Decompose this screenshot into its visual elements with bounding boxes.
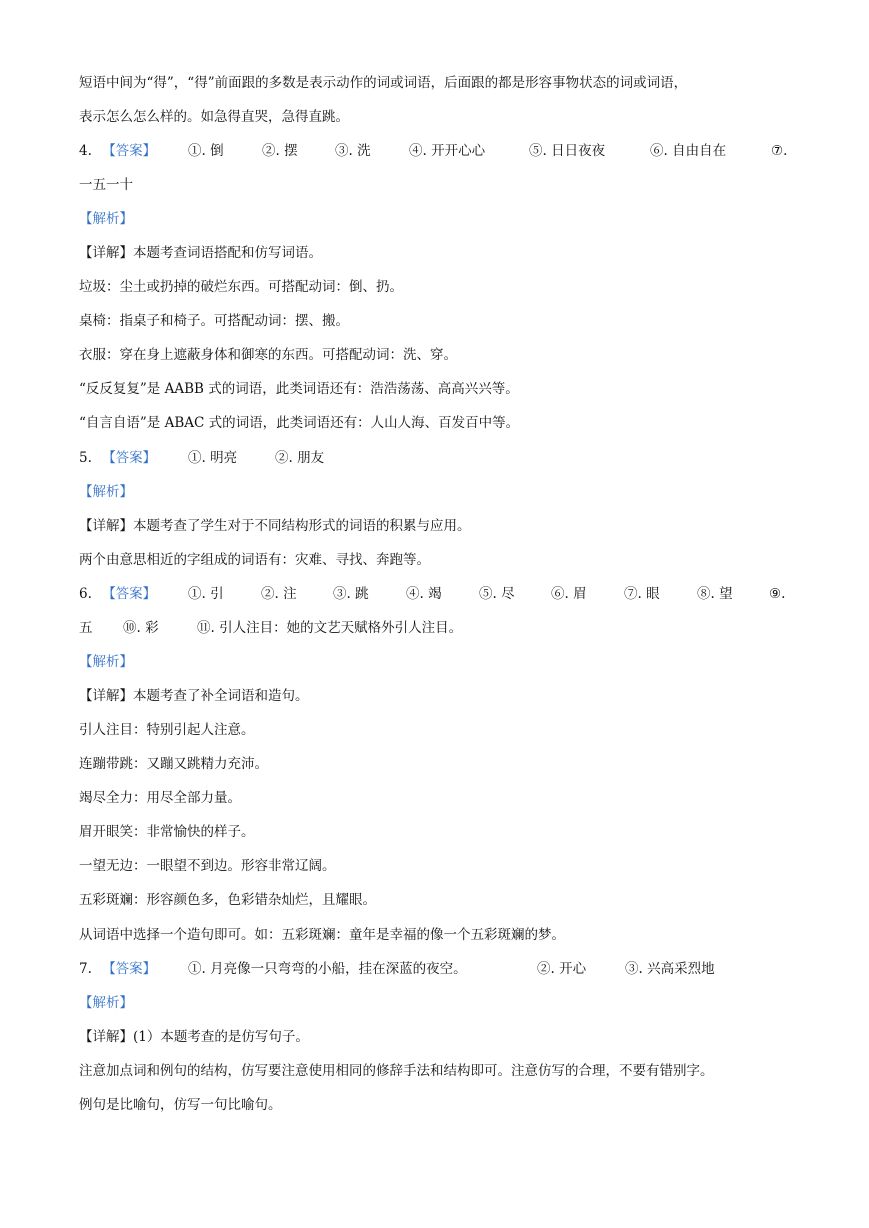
detail-line: 【详解】本题考查词语搭配和仿写词语。 <box>79 245 322 261</box>
answer-item: ⑤. 日日夜夜 <box>529 143 606 159</box>
answer-item: ④. 竭 <box>406 586 442 602</box>
detail-line: 【详解】本题考查了补全词语和造句。 <box>79 688 309 704</box>
answer-item: ②. 朋友 <box>275 450 325 466</box>
answer-continuation: 一五一十 <box>79 177 133 193</box>
detail-line: “自言自语”是 ABAC 式的词语，此类词语还有：人山人海、百发百中等。 <box>79 415 520 431</box>
detail-line: 五彩斑斓：形容颜色多，色彩错杂灿烂，且耀眼。 <box>79 892 376 908</box>
answer-tag: 【答案】 <box>102 450 157 466</box>
answer-item: ①. 月亮像一只弯弯的小船，挂在深蓝的夜空。 <box>188 961 467 977</box>
answer-tag: 【答案】 <box>102 961 157 977</box>
answer-line-q5 <box>79 452 809 466</box>
answer-item: ③. 兴高采烈地 <box>625 961 715 977</box>
detail-line: 一望无边：一眼望不到边。形容非常辽阔。 <box>79 858 336 874</box>
detail-line: 注意加点词和例句的结构，仿写要注意使用相同的修辞手法和结构即可。注意仿写的合理，不要有错别字。 <box>79 1063 714 1079</box>
paragraph-line: 短语中间为“得”，“得”前面跟的多数是表示动作的词或词语，后面跟的都是形容事物状态的词或词语， <box>79 75 688 91</box>
answer-tag: 【答案】 <box>102 586 157 602</box>
answer-item: ②. 注 <box>261 586 297 602</box>
detail-line: 垃圾：尘土或扔掉的破烂东西。可搭配动词：倒、扔。 <box>79 279 403 295</box>
detail-line: 连蹦带跳：又蹦又跳精力充沛。 <box>79 756 268 772</box>
detail-line: 两个由意思相近的字组成的词语有：灾难、寻找、奔跑等。 <box>79 552 430 568</box>
answer-item: ③. 洗 <box>335 143 371 159</box>
answer-item: ⑨. <box>769 586 786 602</box>
detail-line: 眉开眼笑：非常愉快的样子。 <box>79 824 255 840</box>
answer-item: ⑤. 尽 <box>479 586 515 602</box>
answer-item: 五 <box>79 620 93 636</box>
detail-line: 【详解】本题考查了学生对于不同结构形式的词语的积累与应用。 <box>79 518 471 534</box>
answer-item: ⑥. 眉 <box>551 586 587 602</box>
analysis-heading: 【解析】 <box>79 995 133 1011</box>
answer-item: ②. 摆 <box>262 143 298 159</box>
answer-item: ①. 倒 <box>188 143 224 159</box>
answer-item: ②. 开心 <box>537 961 587 977</box>
answer-line-q7 <box>79 963 809 977</box>
answer-item: ①. 明亮 <box>188 450 238 466</box>
question-number: 4. <box>79 143 92 159</box>
answer-item: ⑧. 望 <box>697 586 733 602</box>
answer-item: ⑩. 彩 <box>123 620 159 636</box>
answer-line-q6 <box>79 588 809 602</box>
detail-line: “反反复复”是 AABB 式的词语，此类词语还有：浩浩荡荡、高高兴兴等。 <box>79 381 519 397</box>
answer-item: ①. 引 <box>188 586 224 602</box>
answer-line-q4 <box>79 145 809 159</box>
answer-item: ⑥. 自由自在 <box>650 143 727 159</box>
analysis-heading: 【解析】 <box>79 484 133 500</box>
answer-item: ⑦. 眼 <box>624 586 660 602</box>
detail-line: 竭尽全力：用尽全部力量。 <box>79 790 241 806</box>
detail-line: 【详解】(1）本题考查的是仿写句子。 <box>79 1029 309 1045</box>
detail-line: 例句是比喻句，仿写一句比喻句。 <box>79 1097 282 1113</box>
question-number: 6. <box>79 586 92 602</box>
detail-line: 桌椅：指桌子和椅子。可搭配动词：摆、搬。 <box>79 313 349 329</box>
question-number: 7. <box>79 961 92 977</box>
analysis-heading: 【解析】 <box>79 654 133 670</box>
paragraph-line: 表示怎么怎么样的。如急得直哭，急得直跳。 <box>79 109 349 125</box>
answer-item: ③. 跳 <box>333 586 369 602</box>
answer-item: ⑦. <box>771 143 788 159</box>
answer-continuation <box>79 622 809 636</box>
detail-line: 从词语中选择一个造句即可。如：五彩斑斓：童年是幸福的像一个五彩斑斓的梦。 <box>79 927 565 943</box>
answer-item: ④. 开开心心 <box>409 143 486 159</box>
answer-tag: 【答案】 <box>102 143 157 159</box>
detail-line: 引人注目：特别引起人注意。 <box>79 722 255 738</box>
analysis-heading: 【解析】 <box>79 211 133 227</box>
answer-item: ⑪. 引人注目：她的文艺天赋格外引人注目。 <box>197 620 463 636</box>
question-number: 5. <box>79 450 92 466</box>
detail-line: 衣服：穿在身上遮蔽身体和御寒的东西。可搭配动词：洗、穿。 <box>79 347 457 363</box>
